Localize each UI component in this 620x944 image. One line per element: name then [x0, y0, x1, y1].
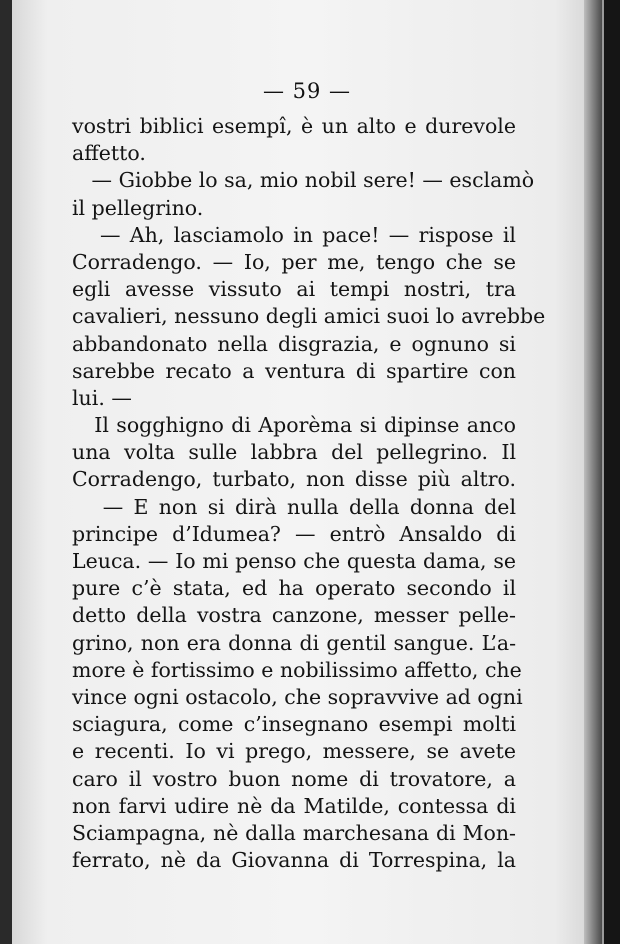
text-line: abbandonato nella disgrazia, e ognuno si	[72, 331, 516, 356]
text-line: vostri biblici esempî, è un alto e durevole	[72, 114, 516, 138]
text-line: Il sogghigno di Aporèma si dipinse anco	[72, 413, 516, 438]
text-line: lui. —	[72, 385, 132, 410]
text-line: affetto.	[72, 141, 146, 166]
body-text	[72, 113, 546, 874]
text-line: egli avesse vissuto ai tempi nostri, tra	[72, 277, 516, 302]
text-line: Corradengo. — Io, per me, tengo che se	[72, 249, 516, 274]
text-line: detto della vostra canzone, messer pelle-	[72, 603, 516, 628]
text-line: Corradengo, turbato, non disse più altro.	[72, 467, 516, 492]
book-page	[12, 0, 604, 944]
text-line: una volta sulle labbra del pellegrino. Il	[72, 440, 516, 465]
text-line: caro il vostro buon nome di trovatore, a	[72, 766, 516, 791]
text-line: il pellegrino.	[72, 195, 204, 220]
text-line: sarebbe recato a ventura di spartire con	[72, 358, 516, 383]
text-line: — E non si dirà nulla della donna del	[72, 494, 516, 519]
text-line: Leuca. — Io mi penso che questa dama, se	[72, 549, 516, 573]
text-line: — Ah, lasciamolo in pace! — rispose il	[72, 222, 516, 247]
text-line: e recenti. Io vi prego, messere, se avete	[72, 739, 516, 764]
text-line: ferrato, nè da Giovanna di Torrespina, la	[72, 848, 516, 873]
text-line: cavalieri, nessuno degli amici suoi lo avrebbe	[72, 304, 546, 329]
text-line: sciagura, come c’insegnano esempi molti	[72, 712, 516, 737]
text-line: principe d’Idumea? — entrò Ansaldo di	[72, 521, 516, 546]
page-edge-shadow	[584, 0, 602, 944]
text-line: pure c’è stata, ed ha operato secondo il	[72, 576, 516, 601]
text-line: vince ogni ostacolo, che sopravvive ad ogni	[72, 684, 523, 709]
text-line: grino, non era donna di gentil sangue. L’a-	[72, 630, 516, 655]
text-line: more è fortissimo e nobilissimo affetto, che	[72, 657, 522, 682]
text-line: — Giobbe lo sa, mio nobil sere! — esclamò	[72, 168, 535, 193]
page-number: — 59 —	[262, 79, 352, 103]
text-line: non farvi udire nè da Matilde, contessa di	[72, 793, 516, 818]
text-line: Sciampagna, nè dalla marchesana di Mon-	[72, 820, 516, 845]
